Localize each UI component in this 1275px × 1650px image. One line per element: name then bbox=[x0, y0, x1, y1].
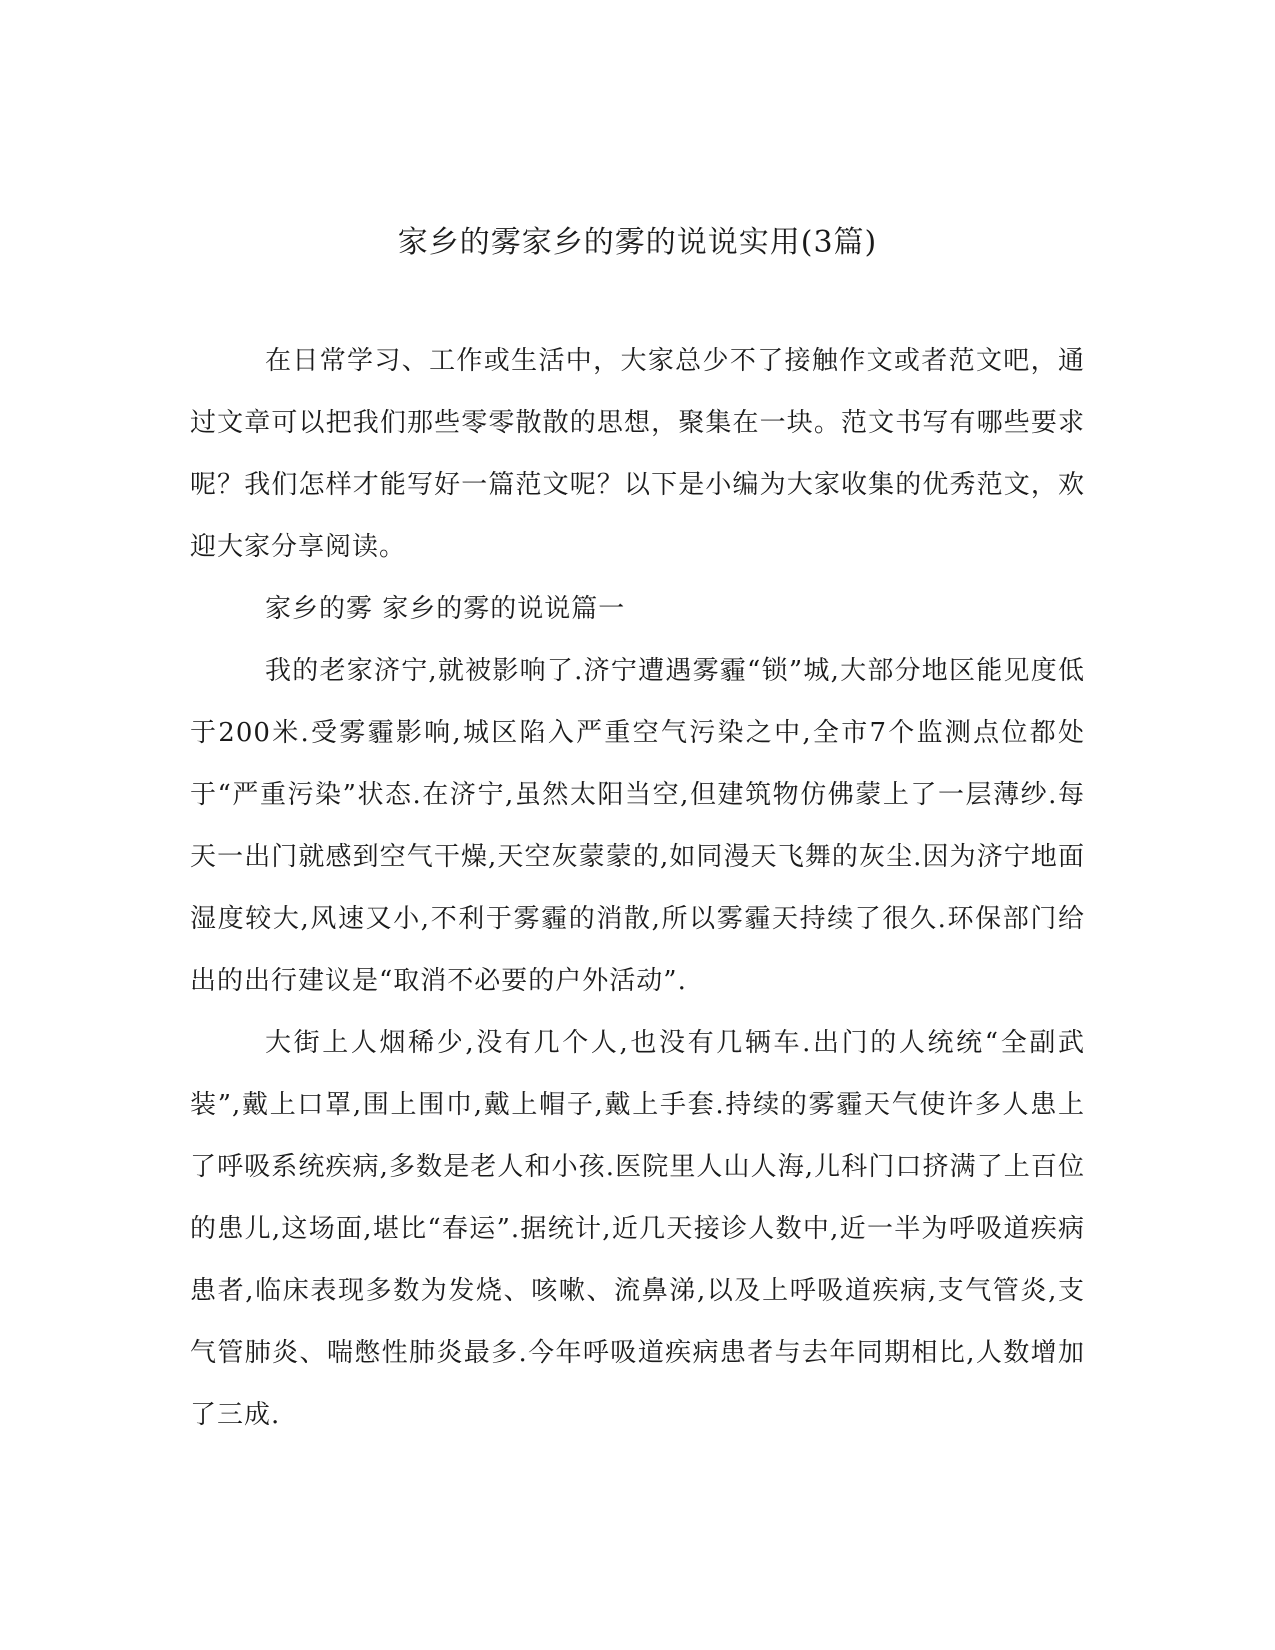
document-body bbox=[190, 330, 1085, 1446]
body-paragraph-1: 我的老家济宁,就被影响了.济宁遭遇雾霾“锁”城,大部分地区能见度低于200米.受雾霾影响,城区陷入严重空气污染之中,全市7个监测点位都处于“严重污染”状态.在济宁,虽然太阳当空,但建筑物仿佛蒙上了一层薄纱.每天一出门就感到空气干燥,天空灰蒙蒙的,如同漫天飞舞的灰尘.因为济宁地面湿度较大,风速又小,不利于雾霾的消散,所以雾霾天持续了很久.环保部门给出的出行建议是“取消不必要的户外活动”. bbox=[190, 656, 1085, 996]
intro-paragraph: 在日常学习、工作或生活中，大家总少不了接触作文或者范文吧，通过文章可以把我们那些零零散散的思想，聚集在一块。范文书写有哪些要求呢？我们怎样才能写好一篇范文呢？以下是小编为大家收集的优秀范文，欢迎大家分享阅读。 bbox=[190, 346, 1085, 562]
document-title: 家乡的雾家乡的雾的说说实用(3篇) bbox=[397, 225, 878, 261]
body-paragraph-2: 大街上人烟稀少,没有几个人,也没有几辆车.出门的人统统“全副武装”,戴上口罩,围上围巾,戴上帽子,戴上手套.持续的雾霾天气使许多人患上了呼吸系统疾病,多数是老人和小孩.医院里人山人海,儿科门口挤满了上百位的患儿,这场面,堪比“春运”.据统计,近几天接诊人数中,近一半为呼吸道疾病患者,临床表现多数为发烧、咳嗽、流鼻涕,以及上呼吸道疾病,支气管炎,支气管肺炎、喘憋性肺炎最多.今年呼吸道疾病患者与去年同期相比,人数增加了三成. bbox=[190, 1028, 1085, 1430]
section-heading: 家乡的雾 家乡的雾的说说篇一 bbox=[265, 594, 626, 624]
